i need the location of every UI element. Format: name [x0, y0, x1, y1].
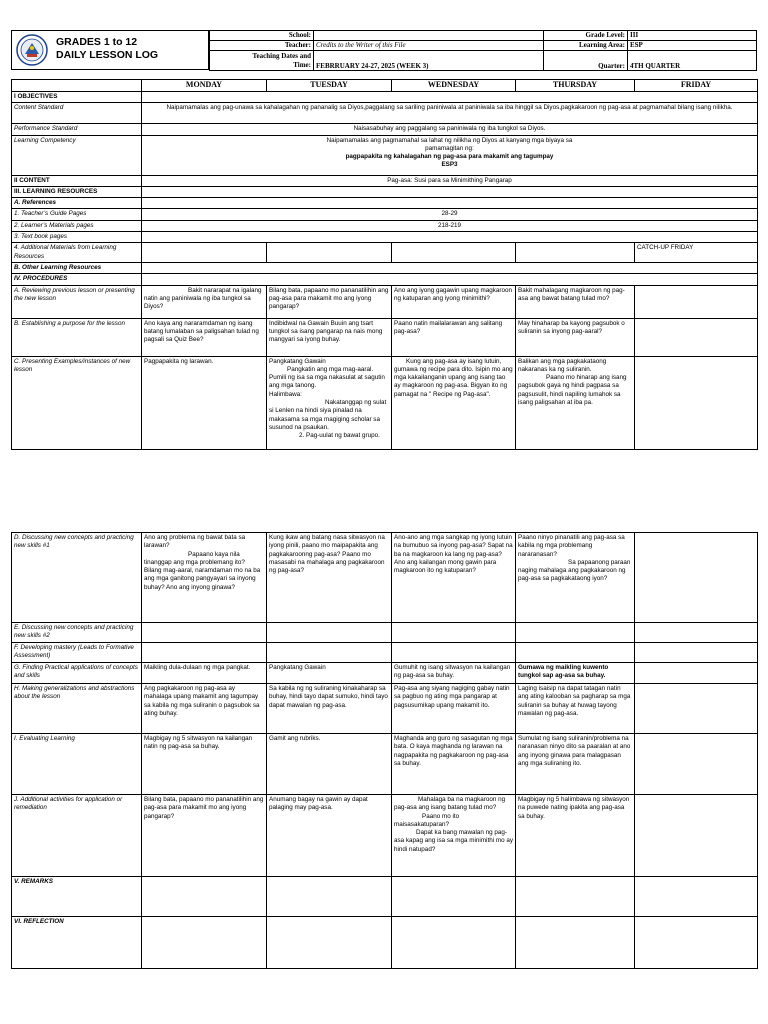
reflection-thursday: [516, 917, 635, 969]
teacher-label: Teacher:: [210, 41, 314, 51]
procedure-f-label: F. Developing mastery (Leads to Formative Assessment): [12, 643, 142, 663]
content-standard-label: Content Standard: [12, 103, 142, 124]
remarks-tuesday: [267, 877, 392, 917]
deped-seal-icon: [16, 34, 48, 66]
remarks-friday: [635, 877, 758, 917]
additional-materials-tuesday: [267, 243, 392, 263]
procedure-h-tuesday: Sa kabila ng ng suliraning kinakaharap sa buhay, hindi tayo dapat sumuko, hindi tayo dapat mawalan ng pag-asa.: [267, 684, 392, 734]
procedure-a-monday: [142, 285, 267, 318]
procedure-e-thursday: [516, 623, 635, 643]
procedure-i-thursday: Sumulat ng isang suliranin/problema na naranasan ninyo dito sa paaralan at ano ang inyong ginawa para malagpasan ang mga suliraning ito.: [516, 734, 635, 795]
learning-resources-heading: III. LEARNING RESOURCES: [12, 186, 142, 197]
lesson-log-table-bottom: [11, 532, 758, 969]
additional-materials-thursday: [516, 243, 635, 263]
teaching-dates-label-line-1: Teaching Dates and: [252, 52, 311, 60]
learning-competency-label: Learning Competency: [12, 135, 142, 175]
procedure-e-wednesday: [392, 623, 516, 643]
content-heading: II CONTENT: [12, 175, 142, 186]
procedure-b-friday: [635, 318, 758, 356]
references-heading: A. References: [12, 198, 142, 209]
procedure-a-friday: [635, 285, 758, 318]
additional-materials-label: 4. Additional Materials from Learning Resources: [12, 243, 142, 263]
procedure-b-wednesday: Paano natin mailalarawan ang salitang pag-asa?: [392, 318, 516, 356]
corner-cell: [12, 80, 142, 92]
procedure-c-tuesday-line-2: Pangkatin ang mga mag-aaral. Pumili ng isa sa mga nakasulat at sagutin ang mga tanong.: [269, 365, 385, 390]
day-header-monday: MONDAY: [142, 80, 267, 92]
learning-competency-line-1: Naipamamalas ang pagmamahal sa lahat ng nilikha ng Diyos at kanyang mga biyaya sa pamamagitan ng:: [326, 136, 573, 152]
procedure-f-monday: [142, 643, 267, 663]
procedure-a-thursday: Bakit mahalagang magkaroon ng pag-asa ang bawat batang tulad mo?: [516, 285, 635, 318]
procedure-g-friday: [635, 663, 758, 684]
procedure-d-wednesday: Ano-ano ang mga sangkap ng iyong lutuin na bumubuo sa inyong pag-asa? Sapat na ba na magkaroon ka lang ng pag-asa? Ano ang kailangan mong gawin para magkaroon ito ng katuparan?: [392, 533, 516, 623]
procedure-e-label: E. Discussing new concepts and practicing new skills #2: [12, 623, 142, 643]
procedure-b-thursday: May hinaharap ba kayong pagsubok o suliranin sa inyong pag-aaral?: [516, 318, 635, 356]
teaching-dates-value: FEBRRUARY 24-27, 2025 (WEEK 3): [314, 51, 544, 71]
teachers-guide-label: 1. Teacher’s Guide Pages: [12, 209, 142, 220]
procedure-j-wednesday: [392, 795, 516, 877]
procedure-f-friday: [635, 643, 758, 663]
procedure-e-monday: [142, 623, 267, 643]
procedures-blank: [142, 274, 758, 285]
procedure-h-thursday: Laging isaisip na dapat tatagan natin ang ating kalooban sa pagharap sa mga suliranin sa buhay at huwag tayong mawalan ng pag-asa.: [516, 684, 635, 734]
procedure-j-label: J. Additional activities for application or remediation: [12, 795, 142, 877]
procedure-c-thursday-line-2: Paano mo hinarap ang isang pagsubok gaya ng hindi pagpasa sa pagsusulit, hindi napiling lumahok sa isang paligsahan at iba pa.: [518, 374, 627, 407]
procedure-d-thursday: [516, 533, 635, 623]
procedure-j-thursday: Magbigay ng 5 halimbawa ng sitwasyon na puwede nating ipakita ang pag-asa sa buhay.: [516, 795, 635, 877]
procedure-j-monday: Bilang bata, papaano mo pananatilihin ang pag-asa para makamit mo ang iyong pangarap?: [142, 795, 267, 877]
teacher-value: Credits to the Writer of this File: [314, 41, 544, 51]
teachers-guide-value: 28-29: [142, 209, 758, 220]
school-value: [314, 31, 544, 41]
grade-level-label: Grade Level:: [544, 31, 628, 41]
learning-resources-blank: [142, 186, 758, 197]
procedure-g-monday: Maikling dula-dulaan ng mga pangkat.: [142, 663, 267, 684]
procedure-c-tuesday-line-1: Pangkatang Gawain: [269, 357, 326, 365]
procedure-d-thursday-line-2: Sa papaanong paraan naging mahalaga ang pagkakaroon ng pag-asa sa pagkakataong iyon?: [518, 558, 631, 583]
procedure-c-wednesday: [392, 356, 516, 449]
additional-materials-monday: [142, 243, 267, 263]
document-title: [56, 36, 158, 62]
learning-competency-line-2: pagpapakita ng kahalagahan ng pag-asa para makamit ang tagumpay: [345, 153, 554, 161]
learning-area-label: Learning Area:: [544, 41, 628, 51]
procedure-i-monday: Magbigay ng 5 sitwasyon na kailangan natin ng pag-asa sa buhay.: [142, 734, 267, 795]
lesson-log-table-top: [11, 79, 758, 450]
procedure-i-wednesday: Maghanda ang guro ng sasagutan ng mga bata. O kaya maghanda ng larawan na nagpapakita ng pagkakaroon ng pag-asa sa buhay.: [392, 734, 516, 795]
procedure-c-label: C. Presenting Examples/instances of new lesson: [12, 356, 142, 449]
quarter-value: 4TH QUARTER: [628, 51, 757, 71]
procedure-j-friday: [635, 795, 758, 877]
procedure-g-tuesday: Pangkatang Gawain: [267, 663, 392, 684]
title-line-2: DAILY LESSON LOG: [56, 49, 159, 61]
procedure-c-thursday: [516, 356, 635, 449]
textbook-pages-label: 3. Text book pages: [12, 232, 142, 243]
procedure-j-wednesday-line-1: Mahalaga ba na magkaroon ng pag-asa ang isang batang tulad mo?: [394, 796, 506, 812]
remarks-thursday: [516, 877, 635, 917]
procedure-d-tuesday: Kung ikaw ang batang nasa sitwasyon na iyong pinili, paano mo maipapakita ang pagkakaroonng pag-asa? Paano mo masasabi na mahalaga ang pagkakaroon ng pag-asa?: [267, 533, 392, 623]
procedure-j-wednesday-line-2: Paano mo ito maisasakatuparan?: [394, 812, 460, 828]
learning-area-value: ESP: [628, 41, 757, 51]
procedure-i-tuesday: Gamit ang rubriks.: [267, 734, 392, 795]
school-label: School:: [210, 31, 314, 41]
procedure-j-wednesday-line-3: Dapat ka bang mawalan ng pag-asa kapag ang isa sa mga minimithi mo ay hindi natupad?: [394, 829, 513, 853]
procedure-c-friday: [635, 356, 758, 449]
procedure-c-tuesday-line-5: 2. Pag-uulat ng bawat grupo.: [299, 432, 380, 440]
learning-competency-code: ESP3: [441, 161, 458, 169]
procedure-g-thursday: Gumawa ng maikling kuwento tungkol sap ag-asa sa buhay.: [516, 663, 635, 684]
reflection-monday: [142, 917, 267, 969]
procedure-a-monday-text: Bakit nararapat na igalang natin ang paniniwala ng iba tungkol sa Diyos?: [144, 286, 262, 311]
procedure-c-tuesday-line-4: Nakatanggap ng sulat si Lenlen na hindi siya pinalad na makasama sa mga magiging scholar sa susunod na psaukan.: [269, 399, 387, 431]
teaching-dates-label: [210, 51, 314, 71]
performance-standard-label: Performance Standard: [12, 124, 142, 135]
title-box: [11, 30, 209, 70]
textbook-pages-blank: [142, 232, 758, 243]
procedure-c-thursday-line-1: Balikan ang mga pagkakataong nakaranas ka ng suliranin.: [518, 357, 607, 373]
procedure-d-monday: [142, 533, 267, 623]
performance-standard-value: Naisasabuhay ang paggalang sa paniniwala ng iba tungkol sa Diyos.: [142, 124, 758, 135]
teaching-dates-label-line-2: Time:: [293, 60, 311, 69]
procedure-b-tuesday: Indibidwal na Gawain Buuin ang tsart tungkol sa isang pangarap na nais mong mangyari sa iyong buhay.: [267, 318, 392, 356]
remarks-wednesday: [392, 877, 516, 917]
procedure-c-tuesday-line-3: Halimbawa:: [269, 390, 302, 398]
learning-competency-value: [142, 135, 758, 175]
procedure-d-label: D. Discussing new concepts and practicing new skills #1: [12, 533, 142, 623]
catch-up-friday: CATCH-UP FRIDAY: [635, 243, 758, 263]
procedure-j-tuesday: Anumang bagay na gawin ay dapat palaging may pag-asa.: [267, 795, 392, 877]
remarks-monday: [142, 877, 267, 917]
procedure-f-wednesday: [392, 643, 516, 663]
day-header-wednesday: WEDNESDAY: [392, 80, 516, 92]
procedure-a-tuesday: Bilang bata, papaano mo pananatilihin ang pag-asa para makamit mo ang iyong pangarap?: [267, 285, 392, 318]
reflection-tuesday: [267, 917, 392, 969]
procedure-i-label: I. Evaluating Learning: [12, 734, 142, 795]
content-standard-value: Naipamamalas ang pag-unawa sa kahalagahan ng pananalig sa Diyos,paggalang sa sariling paniniwala at paniniwala sa iba hinggil sa Diyos,pagkakaroon ng pag-asa at pagmamahal bilang isang nilikha.: [142, 103, 758, 124]
references-blank: [142, 198, 758, 209]
grade-level-value: III: [628, 31, 757, 41]
procedure-h-monday: Ang pagkakaroon ng pag-asa ay mahalaga upang makamit ang tagumpay sa kabila ng mga suliranin o pagsubok sa ating buhay.: [142, 684, 267, 734]
header-info-table: [209, 30, 757, 71]
reflection-label: VI. REFLECTION: [12, 917, 142, 969]
procedure-i-friday: [635, 734, 758, 795]
procedure-b-monday: Ano kaya ang nararamdaman ng isang batang lumalaban sa paligsahan tulad ng pagsali sa Quiz Bee?: [142, 318, 267, 356]
procedure-g-wednesday: Gumuhit ng isang sitwasyon na kailangan ng pag-asa sa buhay.: [392, 663, 516, 684]
procedure-f-thursday: [516, 643, 635, 663]
day-header-thursday: THURSDAY: [516, 80, 635, 92]
quarter-label: Quarter:: [544, 51, 628, 71]
procedure-c-wednesday-text: Kung ang pag-asa ay isang lutuin, gumawa ng recipe para dito. Isipin mo ang mga kakailanganin upang ang isang tao ay magkaroon ng pag-asa. Bigyan ito ng pamagat na " Recipe ng Pag-asa".: [394, 357, 513, 398]
procedure-d-friday: [635, 533, 758, 623]
additional-materials-wednesday: [392, 243, 516, 263]
procedure-d-monday-line-3: Bilang mag-aaral, naramdaman mo na ba ang mga ganitong pangyayari sa inyong buhay? Ano ang inyong ginawa?: [144, 567, 261, 591]
other-resources-heading: B. Other Learning Resources: [12, 262, 142, 273]
day-header-friday: FRIDAY: [635, 80, 758, 92]
procedure-e-tuesday: [267, 623, 392, 643]
procedure-h-friday: [635, 684, 758, 734]
procedure-h-label: H. Making generalizations and abstractions about the lesson: [12, 684, 142, 734]
objectives-heading: I OBJECTIVES: [12, 92, 142, 103]
procedure-a-wednesday: Ano ang iyong gagawin upang magkaroon ng katuparan ang iyong minimithi?: [392, 285, 516, 318]
procedure-f-tuesday: [267, 643, 392, 663]
procedure-g-label: G. Finding Practical applications of concepts and skills: [12, 663, 142, 684]
other-resources-blank: [142, 262, 758, 273]
reflection-wednesday: [392, 917, 516, 969]
procedure-b-label: B. Establishing a purpose for the lesson: [12, 318, 142, 356]
title-line-1: GRADES 1 to 12: [56, 36, 138, 48]
learners-materials-label: 2. Learner’s Materials pages: [12, 220, 142, 231]
procedure-d-monday-line-2: Papaano kaya nila tinanggap ang mga problemang ito?: [144, 550, 245, 566]
procedure-c-monday: Pagpapakita ng larawan.: [142, 356, 267, 449]
procedure-d-monday-line-1: Ano ang problema ng bawat bata sa larawan?: [144, 534, 246, 550]
procedure-h-wednesday: Pag-asa ang siyang nagiging gabay natin sa pagbuo ng ating mga pangarap at pagsusumikap upang makamit ito.: [392, 684, 516, 734]
remarks-label: V. REMARKS: [12, 877, 142, 917]
learners-materials-value: 218-219: [142, 220, 758, 231]
content-value: Pag-asa: Susi para sa Minimithing Pangarap: [142, 175, 758, 186]
procedures-heading: IV. PROCEDURES: [12, 274, 142, 285]
day-header-tuesday: TUESDAY: [267, 80, 392, 92]
reflection-friday: [635, 917, 758, 969]
procedure-e-friday: [635, 623, 758, 643]
objectives-blank: [142, 92, 758, 103]
procedure-c-tuesday: [267, 356, 392, 449]
procedure-a-label: A. Reviewing previous lesson or presenting the new lesson: [12, 285, 142, 318]
procedure-d-thursday-line-1: Paano ninyo pinanatili ang pag-asa sa kabila ng mga problemang nararanasan?: [518, 534, 625, 558]
